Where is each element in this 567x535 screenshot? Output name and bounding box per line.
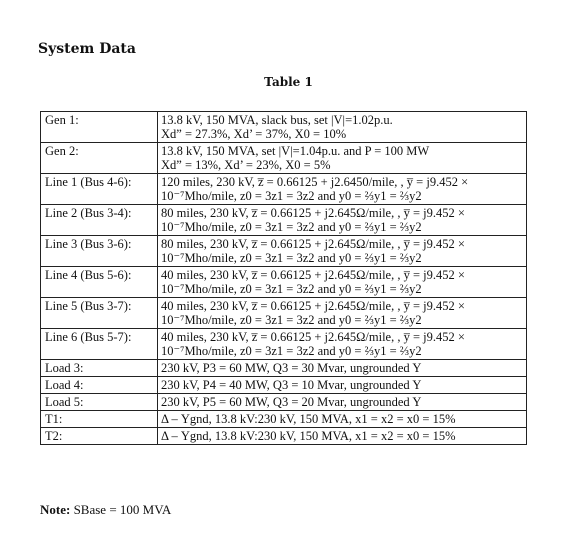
- row-value: [158, 112, 527, 143]
- row-label: Gen 2:: [41, 143, 158, 174]
- row-value-line: 80 miles, 230 kV, z̅ = 0.66125 + j2.645Ω/mile, , y̅ = j9.452 ×: [161, 237, 465, 251]
- row-value-line: 13.8 kV, 150 MVA, slack bus, set |V|=1.02p.u.: [161, 113, 393, 127]
- row-value-line: 230 kV, P3 = 60 MW, Q3 = 30 Mvar, ungrounded Y: [161, 361, 422, 375]
- table-row: [41, 298, 527, 329]
- row-label: Load 4:: [41, 377, 158, 394]
- table-body: [41, 112, 527, 445]
- row-value: [158, 360, 527, 377]
- row-value-line: Δ – Ygnd, 13.8 kV:230 kV, 150 MVA, x1 = x2 = x0 = 15%: [161, 429, 456, 443]
- row-value-line: 10⁻⁷Mho/mile, z0 = 3z1 = 3z2 and y0 = ⅔y1 = ⅔y2: [161, 313, 422, 327]
- row-value-line: 120 miles, 230 kV, z̅ = 0.66125 + j2.6450/mile, , y̅ = j9.452 ×: [161, 175, 469, 189]
- row-value: [158, 174, 527, 205]
- table-row: [41, 377, 527, 394]
- table-caption: Table 1: [264, 75, 313, 89]
- table-row: [41, 360, 527, 377]
- row-value: [158, 428, 527, 445]
- row-value-line: 40 miles, 230 kV, z̅ = 0.66125 + j2.645Ω/mile, , y̅ = j9.452 ×: [161, 330, 465, 344]
- row-value: [158, 205, 527, 236]
- row-value: [158, 298, 527, 329]
- note-text: SBase = 100 MVA: [73, 502, 172, 517]
- row-value-line: 10⁻⁷Mho/mile, z0 = 3z1 = 3z2 and y0 = ⅔y1 = ⅔y2: [161, 282, 422, 296]
- row-label: Line 2 (Bus 3-4):: [41, 205, 158, 236]
- row-label: Line 3 (Bus 3-6):: [41, 236, 158, 267]
- table-row: [41, 205, 527, 236]
- row-value-line: 13.8 kV, 150 MVA, set |V|=1.04p.u. and P = 100 MW: [161, 144, 430, 158]
- row-value: [158, 394, 527, 411]
- row-label: Line 6 (Bus 5-7):: [41, 329, 158, 360]
- row-value: [158, 329, 527, 360]
- row-label: Load 5:: [41, 394, 158, 411]
- row-label: Line 5 (Bus 3-7):: [41, 298, 158, 329]
- table-row: [41, 112, 527, 143]
- row-label: Gen 1:: [41, 112, 158, 143]
- row-value-line: 10⁻⁷Mho/mile, z0 = 3z1 = 3z2 and y0 = ⅔y1 = ⅔y2: [161, 189, 422, 203]
- row-value-line: 10⁻⁷Mho/mile, z0 = 3z1 = 3z2 and y0 = ⅔y1 = ⅔y2: [161, 344, 422, 358]
- row-value: [158, 236, 527, 267]
- row-value: [158, 267, 527, 298]
- note: [40, 502, 171, 518]
- row-label: Line 4 (Bus 5-6):: [41, 267, 158, 298]
- row-value: [158, 411, 527, 428]
- system-data-table: [40, 111, 527, 445]
- table-row: [41, 411, 527, 428]
- row-value-line: Δ – Ygnd, 13.8 kV:230 kV, 150 MVA, x1 = x2 = x0 = 15%: [161, 412, 456, 426]
- row-value-line: 40 miles, 230 kV, z̅ = 0.66125 + j2.645Ω/mile, , y̅ = j9.452 ×: [161, 299, 465, 313]
- row-value-line: 10⁻⁷Mho/mile, z0 = 3z1 = 3z2 and y0 = ⅔y1 = ⅔y2: [161, 220, 422, 234]
- table-row: [41, 394, 527, 411]
- table-row: [41, 236, 527, 267]
- row-label: Line 1 (Bus 4-6):: [41, 174, 158, 205]
- table-row: [41, 329, 527, 360]
- row-value: [158, 143, 527, 174]
- row-label: Load 3:: [41, 360, 158, 377]
- row-value-line: 230 kV, P4 = 40 MW, Q3 = 10 Mvar, ungrounded Y: [161, 378, 422, 392]
- row-value-line: 40 miles, 230 kV, z̅ = 0.66125 + j2.645Ω/mile, , y̅ = j9.452 ×: [161, 268, 465, 282]
- row-label: T2:: [41, 428, 158, 445]
- row-value-line: 230 kV, P5 = 60 MW, Q3 = 20 Mvar, ungrounded Y: [161, 395, 422, 409]
- row-value-line: 80 miles, 230 kV, z̅ = 0.66125 + j2.645Ω/mile, , y̅ = j9.452 ×: [161, 206, 465, 220]
- row-value-line: 10⁻⁷Mho/mile, z0 = 3z1 = 3z2 and y0 = ⅔y1 = ⅔y2: [161, 251, 422, 265]
- row-value-line: Xd” = 27.3%, Xd’ = 37%, X0 = 10%: [161, 127, 347, 141]
- table-row: [41, 428, 527, 445]
- row-value-line: Xd” = 13%, Xd’ = 23%, X0 = 5%: [161, 158, 331, 172]
- table-row: [41, 174, 527, 205]
- table-row: [41, 267, 527, 298]
- row-label: T1:: [41, 411, 158, 428]
- section-heading: System Data: [38, 41, 136, 57]
- note-label: Note:: [40, 502, 71, 517]
- table-row: [41, 143, 527, 174]
- row-value: [158, 377, 527, 394]
